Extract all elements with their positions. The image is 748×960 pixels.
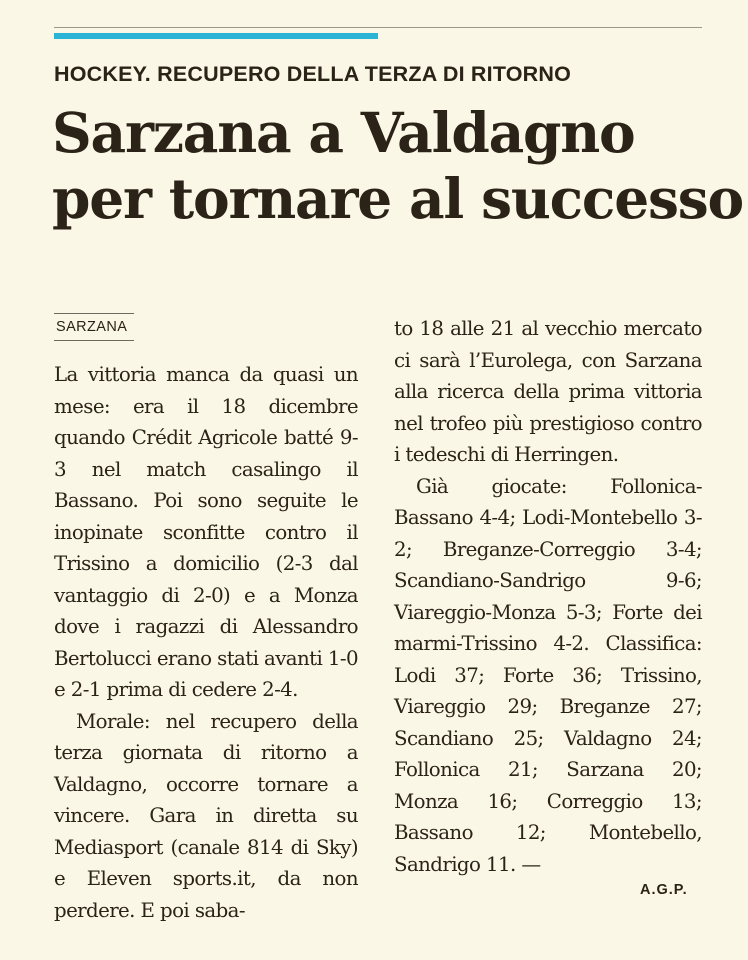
dateline-block xyxy=(54,313,358,341)
body-paragraph-1: La vittoria manca da quasi un mese: era il 18 dicembre quando Crédit Agricole batté 9-3 nel match casalingo il Bassano. Poi sono seguite le inopinate sconfitte contro il Trissino a domicilio (2-3 dal vantaggio di 2-0) e a Monza dove i ragazzi di Alessandro Bertolucci erano stati avanti 1-0 e 2-1 prima di cedere 2-4. xyxy=(54,363,358,701)
headline-line-2: per tornare al successo xyxy=(52,166,743,231)
accent-bar xyxy=(54,33,378,39)
author-signature: A.G.P. xyxy=(640,882,688,898)
top-rule xyxy=(54,27,702,28)
body-paragraph-2: Morale: nel recupero della terza giornata di ritorno a Valdagno, occorre tornare a vincere. Gara in diretta su Mediasport (canale 814 di Sky) e Eleven sports.it, da non perdere. E poi saba- xyxy=(54,709,358,922)
dateline-rule-bottom xyxy=(54,340,134,341)
article-column-left xyxy=(54,313,358,926)
headline xyxy=(52,100,743,232)
headline-line-1: Sarzana a Valdagno xyxy=(52,100,635,165)
body-paragraph-2-continued: to 18 alle 21 al vecchio mercato ci sarà l’Eurolega, con Sarzana alla ricerca della prima vittoria nel trofeo più prestigioso contro i tedeschi di Herringen. xyxy=(394,317,702,466)
body-paragraph-3: Già giocate: Follonica-Bassano 4-4; Lodi-Montebello 3-2; Breganze-Correggio 3-4; Scandiano-Sandrigo 9-6; Viareggio-Monza 5-3; Forte dei marmi-Trissino 4-2. Classifica: Lodi 37; Forte 36; Trissino, Viareggio 29; Breganze 27; Scandiano 25; Valdagno 24; Follonica 21; Sarzana 20; Monza 16; Correggio 13; Bassano 12; Montebello, Sandrigo 11. — xyxy=(394,474,702,876)
kicker: HOCKEY. RECUPERO DELLA TERZA DI RITORNO xyxy=(54,62,572,86)
article-column-right xyxy=(394,313,702,880)
dateline: SARZANA xyxy=(56,319,128,335)
dateline-rule-top xyxy=(54,313,134,314)
